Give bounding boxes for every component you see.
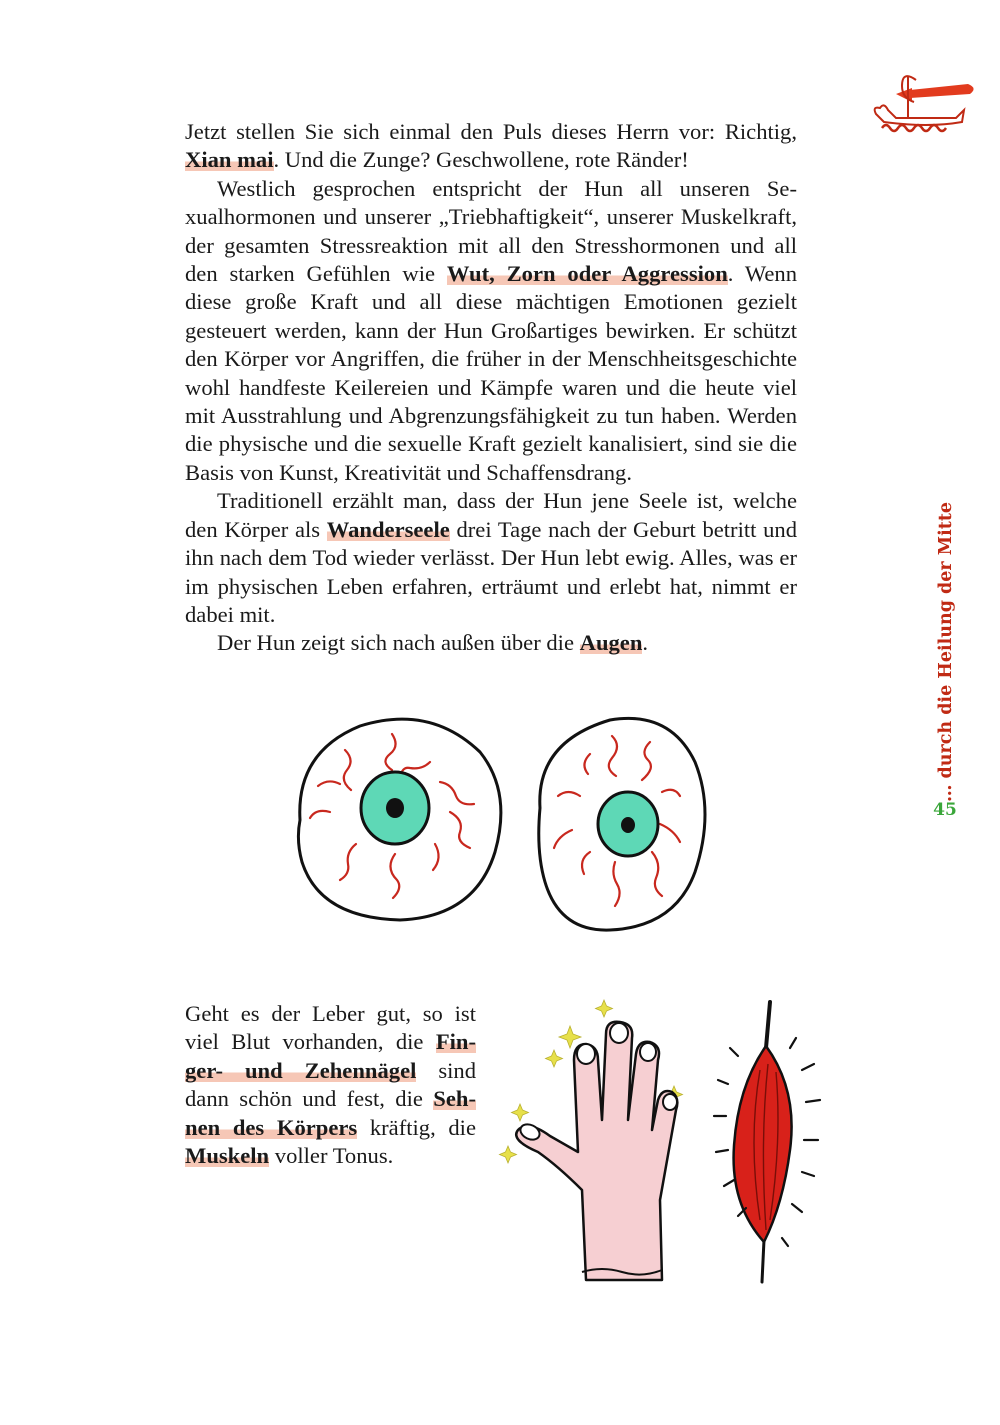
running-head: … durch die Heilung der Mitte	[936, 501, 956, 803]
paragraph-4: Der Hun zeigt sich nach außen über die Augen.	[217, 630, 649, 656]
paragraph-2: Westlich gesprochen entspricht der Hun all unseren Sexualhormonen und unserer „Triebhaftigkeit“, unserer Muskelkraft, der gesamten Stressreaktion mit all den Stresshormonen und all den starken Gefühlen wie Wut, Zorn oder Aggression. Wenn diese große Kraft und all diese mächtigen Emotionen gezielt gesteuert werden, kann der Hun Großartiges bewirken. Er schützt den Körper vor Angriffen, die früher in der Menschheitsgeschichte wohl handfeste Keilereien und Kämpfe waren und die heute viel mit Ausstrahlung und Abgrenzungsfähigkeit zu tun haben. Werden die physische und die sexuelle Kraft gezielt kanalisiert, sind sie die Basis von Kunst, Kreativität und Schaffensdrang.	[185, 175, 797, 485]
highlight-wanderseele: Wanderseele	[326, 516, 450, 542]
paragraph-5: Geht es der Leber gut, so ist viel Blut vorhanden, die Finger- und Zehennägel sind dann schön und fest, die Sehnen des Körpers kräftig, die Muskeln voller Tonus.	[185, 1001, 476, 1169]
highlight-wut-zorn: Wut, Zorn oder Aggression	[446, 261, 728, 287]
hand-icon	[516, 1022, 677, 1280]
highlight-sehnen: Sehnen des Körpers	[185, 1086, 476, 1140]
highlight-augen: Augen	[579, 630, 643, 656]
hand-muscle-illustration	[498, 990, 828, 1285]
ship-logo-icon	[868, 62, 978, 142]
page-number: 45	[933, 800, 957, 820]
left-eye-icon	[298, 719, 500, 920]
muscle-icon	[714, 1002, 820, 1282]
highlight-xian-mai: Xian mai	[185, 147, 274, 173]
highlight-naegel: Finger- und Zehennägel	[185, 1029, 476, 1083]
right-eye-icon	[539, 718, 705, 930]
paragraph-3: Traditionell erzählt man, dass der Hun jene Seele ist, welche den Körper als Wanderseele drei Tage nach der Geburt betritt und ihn nach dem Tod wieder verlässt. Der Hun lebt ewig. Alles, was er im physischen Leben erfahren, erträumt und erlebt hat, nimmt er dabei mit.	[185, 488, 797, 627]
highlight-muskeln: Muskeln	[185, 1143, 270, 1169]
liver-paragraph	[185, 1000, 476, 1170]
main-text	[185, 118, 797, 658]
paragraph-1: Jetzt stellen Sie sich einmal den Puls dieses Herrn vor: Richtig, Xian mai. Und die Zunge? Geschwollene, rote Ränder!	[185, 119, 797, 173]
eyes-illustration	[290, 712, 730, 942]
